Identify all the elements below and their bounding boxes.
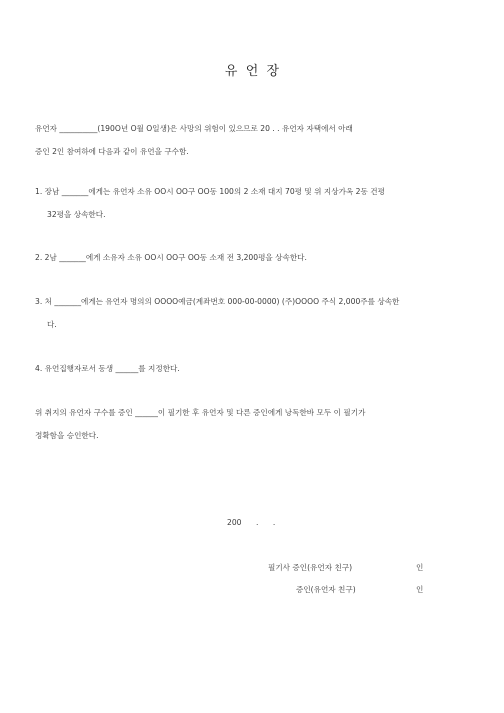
- signature-2-seal: 인: [416, 585, 424, 594]
- intro-line-1: 유언자 __________(190O년 O월 O일생)은 사망의 위험이 있으므로 20 . . 유언자 자택에서 아래: [35, 124, 353, 133]
- signature-1-seal: 인: [416, 563, 424, 572]
- item-1-line-2: 32평을 상속한다.: [47, 210, 106, 219]
- item-4-line-1: 4. 유언집행자로서 동생 ______를 지정한다.: [35, 364, 180, 373]
- item-1-line-1: 1. 장남 _______에게는 유언자 소유 OO시 OO구 OO동 100의 2 소재 대지 70평 및 위 지상가옥 2동 건평: [35, 187, 385, 196]
- item-2-line-1: 2. 2남 _______에게 소유자 소유 OO시 OO구 OO동 소재 전 3,200평을 상속한다.: [35, 253, 307, 262]
- closing-line-1: 위 취지의 유언자 구수를 증인 ______이 필기한 후 유언자 및 다른 증인에게 낭독한바 모두 이 필기가: [35, 408, 366, 417]
- signature-1-label: 필기사 증인(유언자 친구): [268, 563, 353, 572]
- closing-line-2: 정확함을 승인한다.: [35, 431, 99, 440]
- intro-line-2: 증인 2인 참여하에 다음과 같이 유언을 구수함.: [35, 147, 189, 156]
- signature-2-label: 증인(유언자 친구): [296, 585, 356, 594]
- document-date: 200 . .: [227, 518, 276, 527]
- document-title: 유 언 장: [224, 64, 280, 79]
- item-3-line-1: 3. 처 _______에게는 유언자 명의의 OOOO예금(계좌번호 000-00-0000) (주)OOOO 주식 2,000주를 상속한: [35, 297, 400, 306]
- item-3-line-2: 다.: [47, 320, 57, 329]
